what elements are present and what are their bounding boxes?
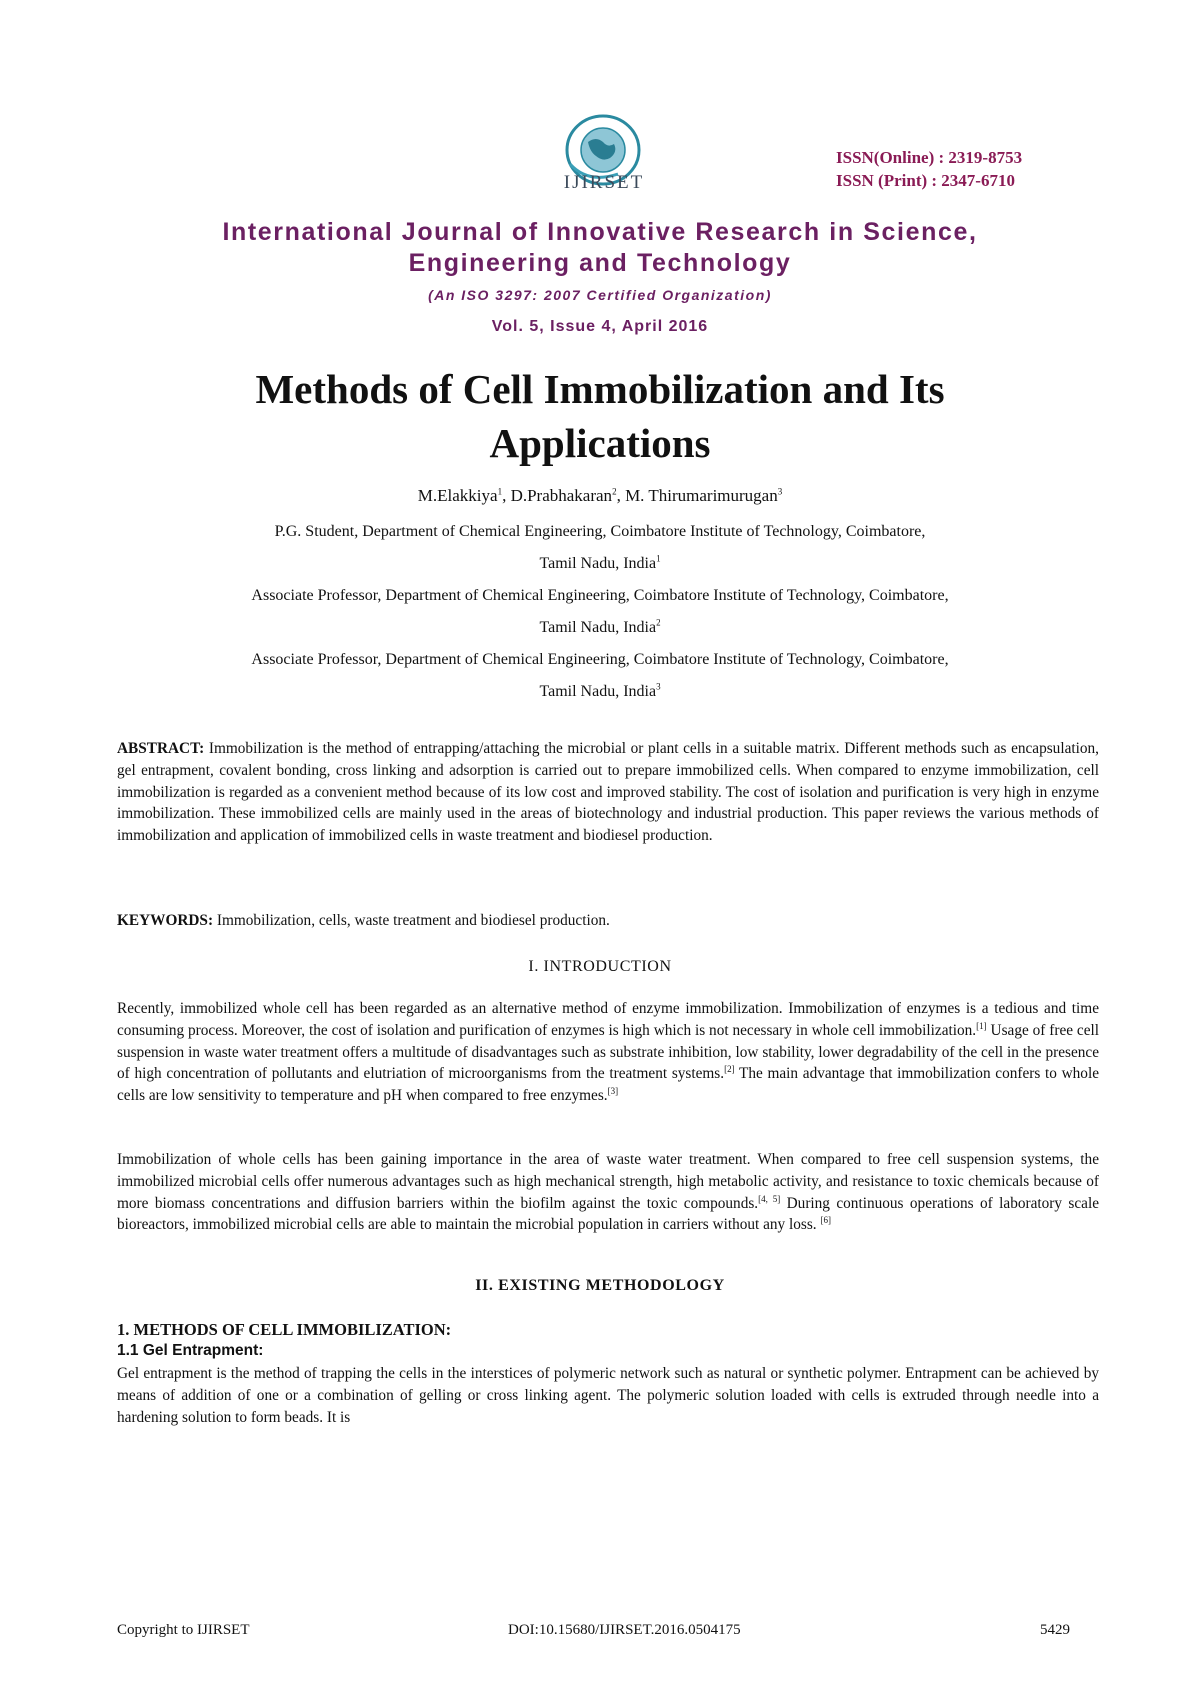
keywords-label: KEYWORDS: <box>117 912 214 929</box>
paper-title-line2: Applications <box>489 420 711 466</box>
journal-title-line1: International Journal of Innovative Research in Science, <box>222 218 978 246</box>
affiliation-location: Tamil Nadu, India <box>539 555 657 572</box>
abstract-text: Immobilization is the method of entrapping/attaching the microbial or plant cells in a suitable matrix. Different methods such as encapsulation, gel entrapment, covalent bonding, cross linking and adsorption is carried out to prepare immobilized cells. When compared to enzyme immobilization, cell immobilization is regarded as a convenient method because of its low cost and improved stability. The cost of isolation and purification is very high in enzyme immobilization. These immobilized cells are mainly used in the areas of biotechnology and industrial production. This paper reviews the various methods of immobilization and application of immobilized cells in waste treatment and biodiesel production. <box>117 740 1099 845</box>
author-separator: , <box>616 486 626 505</box>
affiliation-3-line2 <box>60 683 1140 701</box>
affiliation-location: Tamil Nadu, India <box>539 683 657 700</box>
author-sup: 1 <box>497 486 503 497</box>
footer-copyright: Copyright to IJIRSET <box>117 1622 250 1638</box>
intro-text: During continuous operations of laboratory scale bioreactors, immobilized microbial cells are able to maintain the microbial population in carriers without any loss. <box>117 1194 1099 1234</box>
issn-online: ISSN(Online) : 2319-8753 <box>836 148 1023 167</box>
volume-issue: Vol. 5, Issue 4, April 2016 <box>491 318 709 335</box>
keywords <box>117 910 1099 932</box>
abstract <box>117 738 1099 847</box>
citation: [2] <box>724 1064 735 1075</box>
author-name: D.Prabhakaran <box>510 486 613 505</box>
affiliation-sup: 3 <box>656 681 661 692</box>
gel-entrapment-subheading: 1.1 Gel Entrapment: <box>117 1342 264 1359</box>
citation: [3] <box>607 1086 619 1097</box>
logo-text: IJIRSET <box>563 172 645 193</box>
author-separator: , <box>502 486 511 505</box>
citation: [4, 5] <box>758 1193 781 1204</box>
footer-page-number: 5429 <box>1040 1622 1070 1638</box>
author-name: M.Elakkiya <box>417 486 498 505</box>
journal-title-line2: Engineering and Technology <box>408 249 792 277</box>
affiliation-1-line2 <box>60 555 1140 573</box>
paper-title-line1: Methods of Cell Immobilization and Its <box>255 366 945 412</box>
gel-entrapment-paragraph: Gel entrapment is the method of trapping the cells in the interstices of polymeric network such as natural or synthetic polymer. Entrapment can be achieved by means of addition of one or a combination of gelling or cross linking agent. The polymeric solution loaded with cells is extruded through needle into a hardening solution to form beads. It is <box>117 1365 1099 1426</box>
introduction-paragraph-1 <box>117 998 1099 1107</box>
keywords-text: Immobilization, cells, waste treatment and biodiesel production. <box>216 912 610 929</box>
citation: [6] <box>820 1215 831 1226</box>
intro-text: Immobilization of whole cells has been gaining importance in the area of waste water treatment. When compared to free cell suspension systems, the immobilized microbial cells offer numerous advantages such as high mechanical strength, high metabolic activity, and resistance to toxic chemicals because of more biomass concentrations and diffusion barriers within the biofilm against the toxic compounds. <box>117 1151 1099 1212</box>
author-name: M. Thirumarimurugan <box>625 486 778 505</box>
affiliation-sup: 2 <box>656 617 661 628</box>
intro-text: Usage of free cell suspension in waste water treatment offers a multitude of disadvantages such as substrate inhibition, low stability, lower degradability of the cell in the presence of high concentration of pollutants and elutriation of microorganisms from the treatment systems. <box>117 1021 1099 1083</box>
author-sup: 2 <box>612 486 617 497</box>
iso-certification: (An ISO 3297: 2007 Certified Organization) <box>428 287 772 303</box>
methodology-heading: II. EXISTING METHODOLOGY <box>475 1277 725 1294</box>
affiliation-1-line1: P.G. Student, Department of Chemical Engineering, Coimbatore Institute of Technology, Coimbatore, <box>274 523 926 540</box>
methods-subheading: 1. METHODS OF CELL IMMOBILIZATION: <box>117 1320 452 1339</box>
introduction-heading: I. INTRODUCTION <box>528 958 672 975</box>
issn-print: ISSN (Print) : 2347-6710 <box>836 171 1015 190</box>
intro-text: Recently, immobilized whole cell has been regarded as an alternative method of enzyme immobilization. Immobilization of enzymes is a tedious and time consuming process. Moreover, the cost of isolation and purification of enzymes is high which is not necessary in whole cell immobilization. <box>117 1000 1099 1039</box>
citation: [1] <box>976 1020 987 1031</box>
paper-title <box>60 362 1140 470</box>
affiliation-2-line1: Associate Professor, Department of Chemical Engineering, Coimbatore Institute of Technology, Coimbatore, <box>251 587 949 604</box>
footer-doi: DOI:10.15680/IJIRSET.2016.0504175 <box>508 1622 741 1638</box>
affiliation-location: Tamil Nadu, India <box>539 619 657 636</box>
author-sup: 3 <box>777 486 783 497</box>
affiliation-2-line2 <box>60 619 1140 637</box>
abstract-label: ABSTRACT: <box>117 740 205 757</box>
introduction-paragraph-2 <box>117 1149 1099 1236</box>
affiliation-3-line1: Associate Professor, Department of Chemical Engineering, Coimbatore Institute of Technology, Coimbatore, <box>251 651 949 668</box>
intro-text: The main advantage that immobilization confers to whole cells are low sensitivity to temperature and pH when compared to free enzymes. <box>117 1065 1099 1105</box>
affiliation-sup: 1 <box>656 553 661 564</box>
author-list <box>60 486 1140 506</box>
